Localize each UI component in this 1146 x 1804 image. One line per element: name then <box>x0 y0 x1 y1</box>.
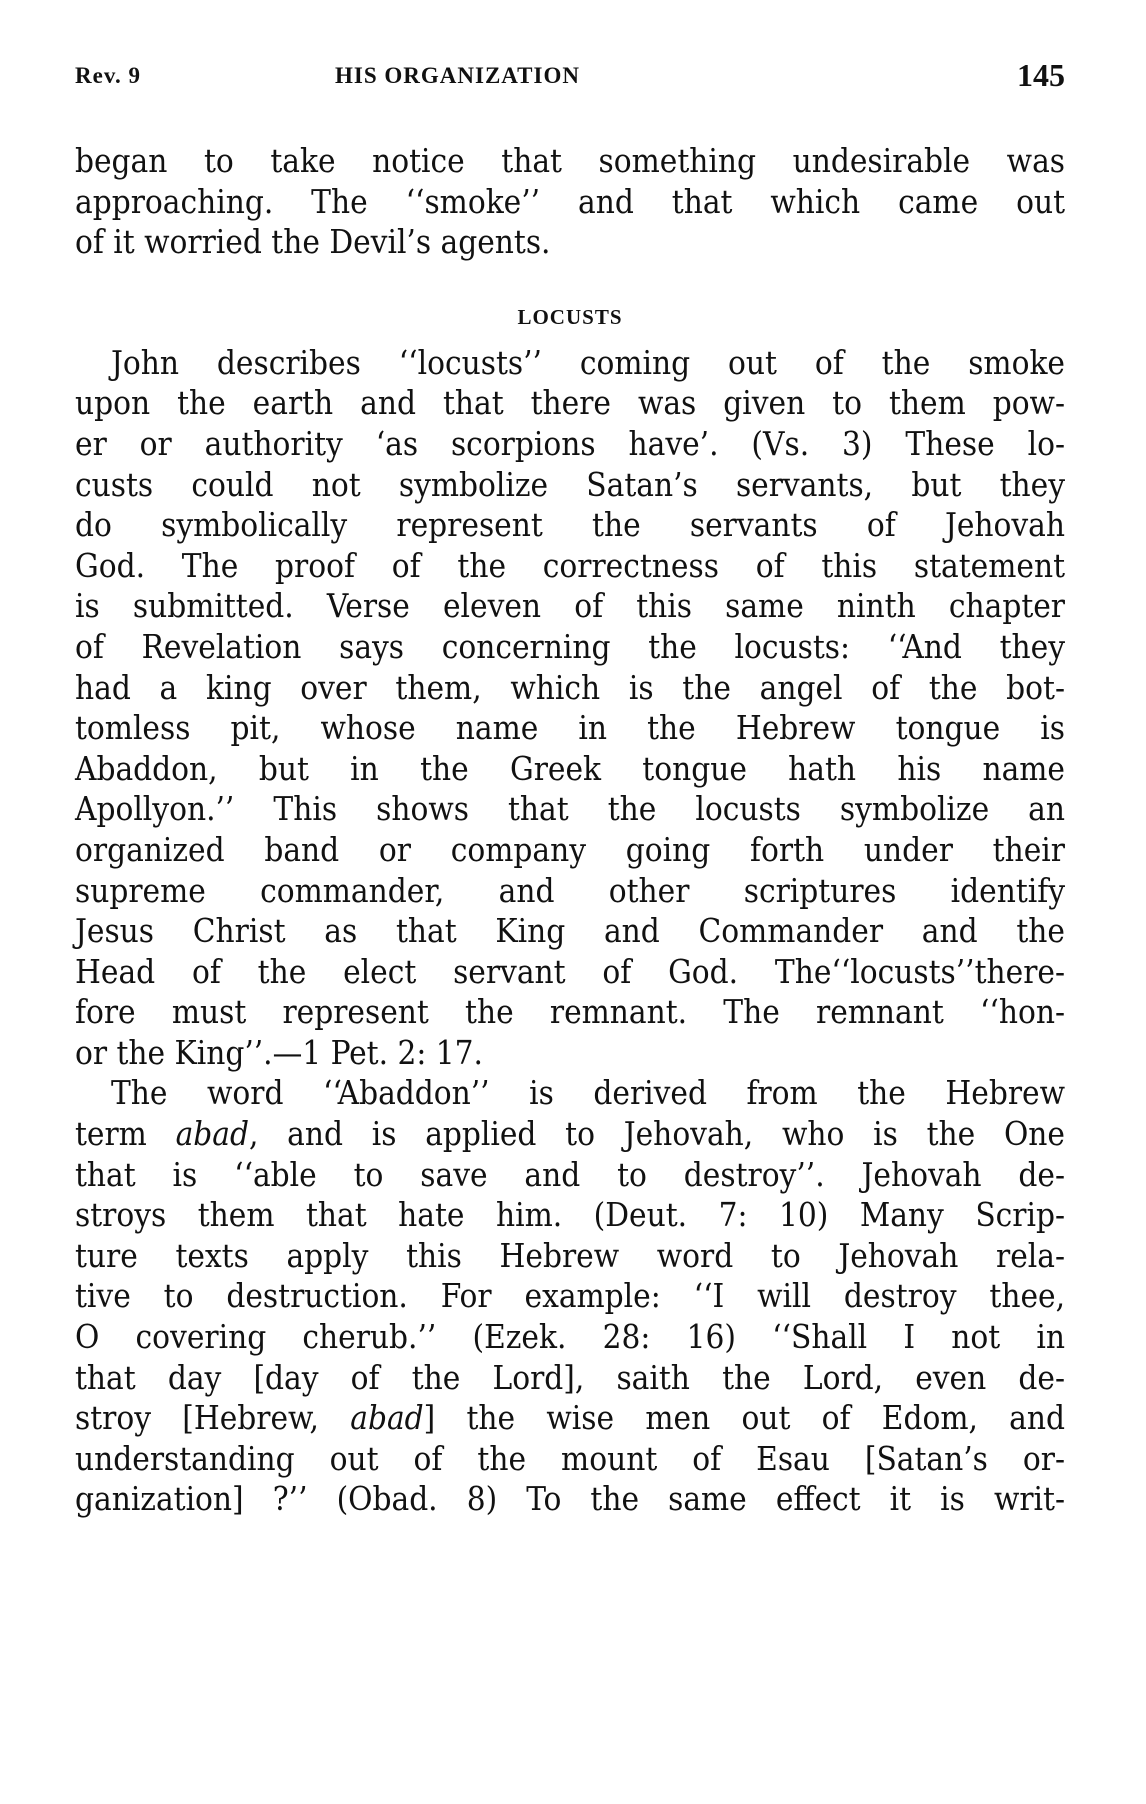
text-line: or the King’’.—1 Pet. 2: 17. <box>75 1032 483 1072</box>
text-line: tomless pit, whose name in the Hebrew tongue is <box>75 708 1065 748</box>
chapter-reference: Rev. 9 <box>75 63 142 88</box>
text-line: ganization] ?’’ (Obad. 8) To the same effect it is writ- <box>75 1479 1065 1519</box>
running-title: HIS ORGANIZATION <box>335 63 580 88</box>
text-line: understanding out of the mount of Esau [Satan’s or- <box>75 1438 1065 1478</box>
text-line: The word ‘‘Abaddon’’ is derived from the Hebrew <box>111 1073 1065 1113</box>
text-line: Jesus Christ as that King and Commander and the <box>75 911 1065 951</box>
text-line: Abaddon, but in the Greek tongue hath his name <box>75 748 1065 788</box>
text-line: is submitted. Verse eleven of this same ninth chapter <box>75 586 1065 626</box>
intro-paragraph <box>75 141 1065 263</box>
text-line: ture texts apply this Hebrew word to Jehovah rela- <box>75 1235 1065 1275</box>
text-line: stroys them that hate him. (Deut. 7: 10) Many Scrip- <box>75 1195 1065 1235</box>
running-head <box>75 55 1065 105</box>
text-line: tive to destruction. For example: ‘‘I will destroy thee, <box>75 1276 1065 1316</box>
paragraph-abaddon <box>75 1073 1065 1520</box>
italic-term: abad <box>350 1398 424 1438</box>
text-line: John describes ‘‘locusts’’ coming out of the smoke <box>111 342 1065 382</box>
text-line <box>75 1398 1065 1439</box>
text-run: , and is applied to Jehovah, who is the One <box>248 1114 1065 1154</box>
text-line: Apollyon.’’ This shows that the locusts symbolize an <box>75 789 1065 829</box>
paragraph-locusts <box>75 343 1065 1074</box>
page-number: 145 <box>1017 57 1065 93</box>
text-run: stroy [Hebrew, <box>75 1398 351 1438</box>
text-line: had a king over them, which is the angel of the bot- <box>75 667 1065 707</box>
text-line: fore must represent the remnant. The remnant ‘‘hon- <box>75 992 1065 1032</box>
text-line: organized band or company going forth under their <box>75 829 1065 869</box>
text-run: term <box>75 1114 176 1154</box>
text-line: O covering cherub.’’ (Ezek. 28: 16) ‘‘Shall I not in <box>75 1317 1065 1357</box>
text-line: began to take notice that something undesirable was <box>75 141 1065 180</box>
text-line: that is ‘‘able to save and to destroy’’. Jehovah de- <box>75 1154 1065 1194</box>
text-line: supreme commander, and other scriptures identify <box>75 870 1065 910</box>
book-page <box>75 55 1065 1520</box>
text-line: er or authority ‘as scorpions have’. (Vs. 3) These lo- <box>75 423 1065 463</box>
text-line: Head of the elect servant of God. The‘‘locusts’’there- <box>75 951 1065 991</box>
text-line: of it worried the Devil’s agents. <box>75 222 551 262</box>
text-line: that day [day of the Lord], saith the Lord, even de- <box>75 1357 1065 1397</box>
text-line: God. The proof of the correctness of this statement <box>75 545 1065 585</box>
text-line: of Revelation says concerning the locusts: ‘‘And they <box>75 626 1065 666</box>
text-line: custs could not symbolize Satan’s servants, but they <box>75 464 1065 504</box>
text-line: upon the earth and that there was given to them pow- <box>75 383 1065 423</box>
text-line <box>75 1114 1065 1155</box>
section-heading: LOCUSTS <box>517 304 623 329</box>
text-line: approaching. The ‘‘smoke’’ and that which came out <box>75 181 1065 221</box>
italic-term: abad <box>175 1114 249 1154</box>
text-line: do symbolically represent the servants of Jehovah <box>75 505 1065 545</box>
text-run: ] the wise men out of Edom, and <box>423 1398 1065 1438</box>
